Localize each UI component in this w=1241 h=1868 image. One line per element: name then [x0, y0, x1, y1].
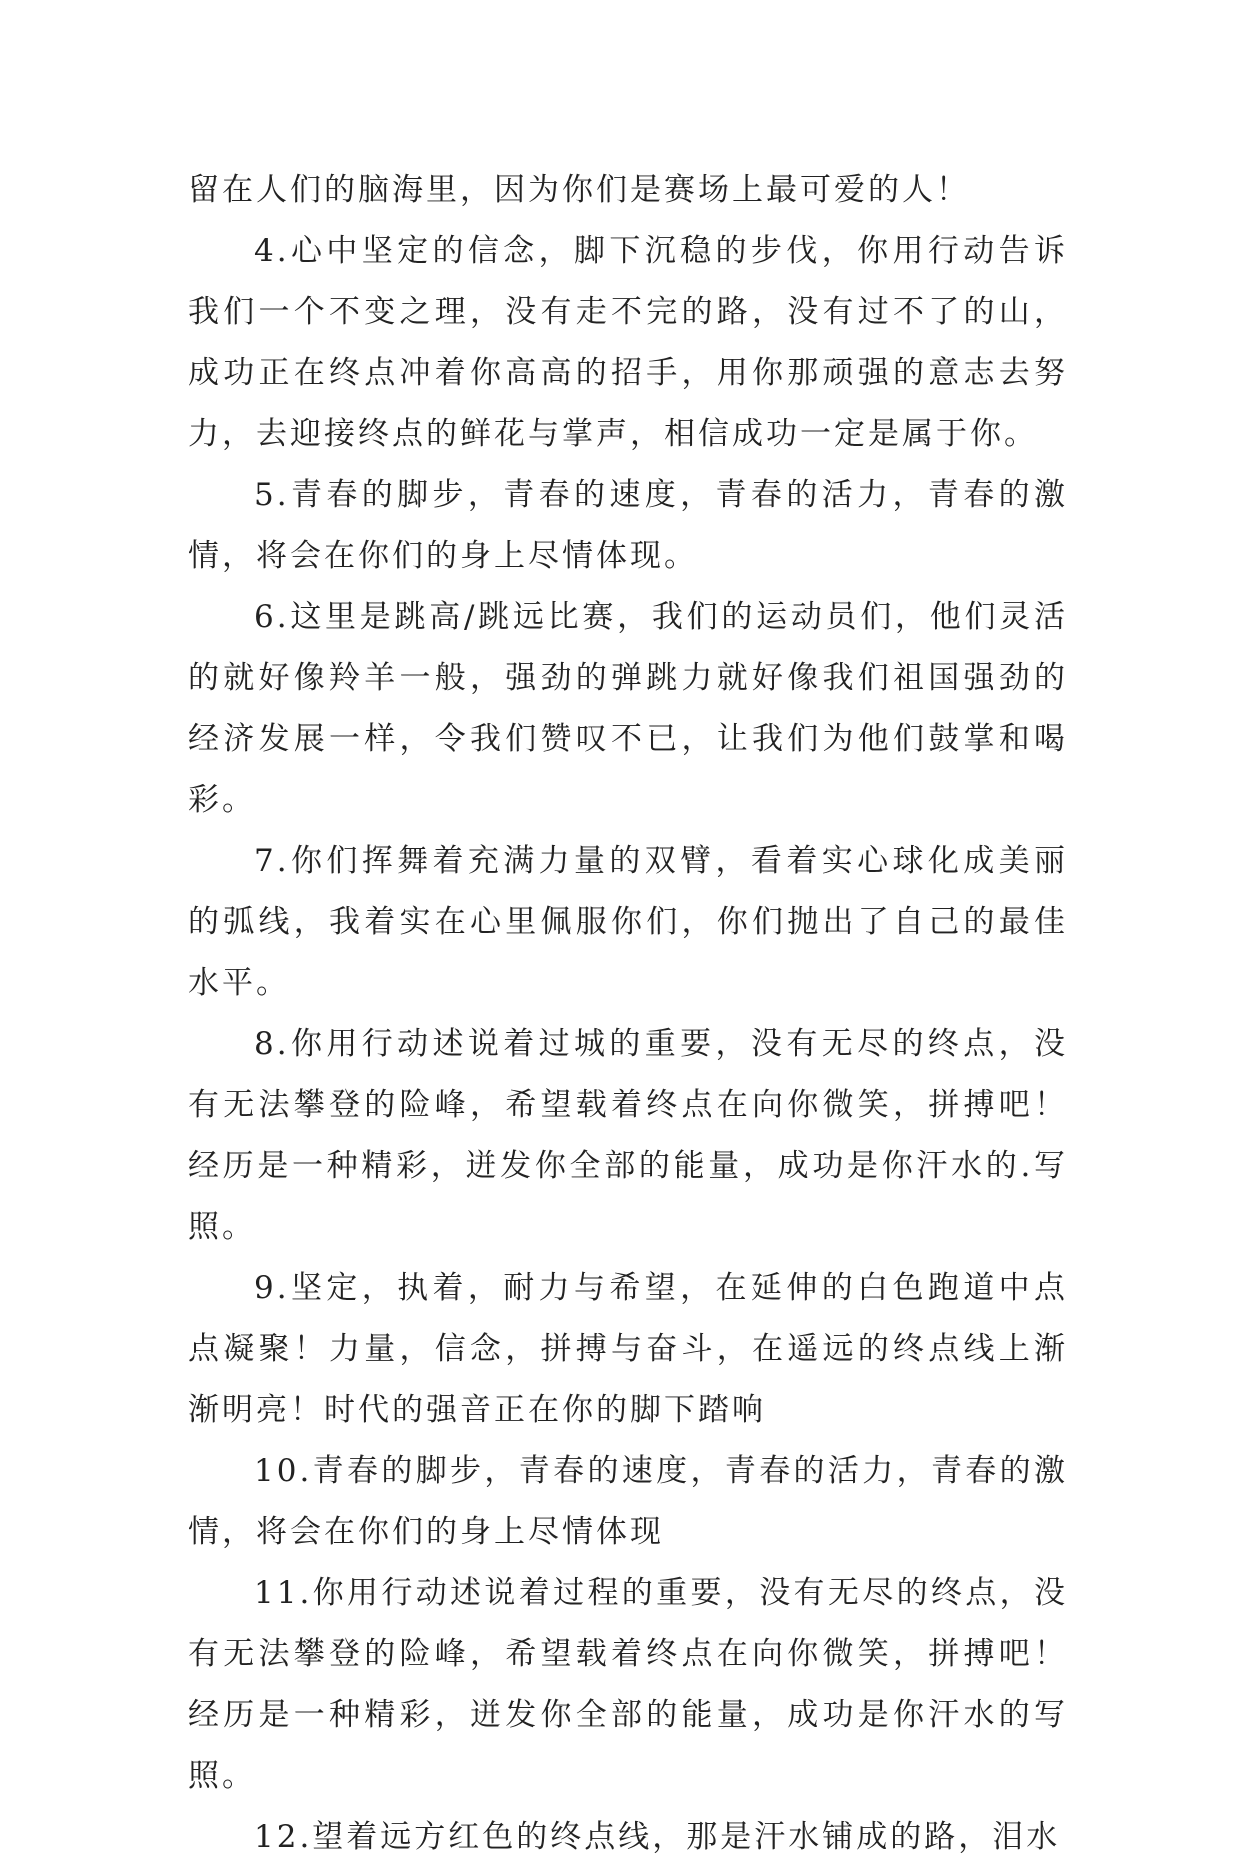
paragraph-item-11: 11.你用行动述说着过程的重要，没有无尽的终点，没有无法攀登的险峰，希望载着终点在向你微笑，拼搏吧！经历是一种精彩，迸发你全部的能量，成功是你汗水的写照。 [188, 1575, 1068, 1794]
paragraph-item-12: 12.望着远方红色的终点线，那是汗水铺成的路，泪水 [254, 1819, 1061, 1855]
document-body [188, 160, 1068, 1868]
paragraph-item-4: 4.心中坚定的信念，脚下沉稳的步伐，你用行动告诉我们一个不变之理，没有走不完的路，没有过不了的山，成功正在终点冲着你高高的招手，用你那顽强的意志去努力，去迎接终点的鲜花与掌声，相信成功一定是属于你。 [188, 233, 1068, 452]
paragraph-item-5: 5.青春的脚步，青春的速度，青春的活力，青春的激情，将会在你们的身上尽情体现。 [188, 477, 1068, 574]
paragraph-item-9: 9.坚定，执着，耐力与希望，在延伸的白色跑道中点点凝聚！力量，信念，拼搏与奋斗，在遥远的终点线上渐渐明亮！时代的强音正在你的脚下踏响 [188, 1270, 1068, 1428]
paragraph-item-6: 6.这里是跳高/跳远比赛，我们的运动员们，他们灵活的就好像羚羊一般，强劲的弹跳力就好像我们祖国强劲的经济发展一样，令我们赞叹不已，让我们为他们鼓掌和喝彩。 [188, 599, 1068, 818]
paragraph-item-10: 10.青春的脚步，青春的速度，青春的活力，青春的激情，将会在你们的身上尽情体现 [188, 1453, 1068, 1550]
paragraph-item-8: 8.你用行动述说着过城的重要，没有无尽的终点，没有无法攀登的险峰，希望载着终点在向你微笑，拼搏吧！经历是一种精彩，迸发你全部的能量，成功是你汗水的.写照。 [188, 1026, 1068, 1245]
paragraph-continuation: 留在人们的脑海里，因为你们是赛场上最可爱的人！ [188, 172, 970, 208]
paragraph-item-7: 7.你们挥舞着充满力量的双臂，看着实心球化成美丽的弧线，我着实在心里佩服你们，你们抛出了自己的最佳水平。 [188, 843, 1068, 1001]
